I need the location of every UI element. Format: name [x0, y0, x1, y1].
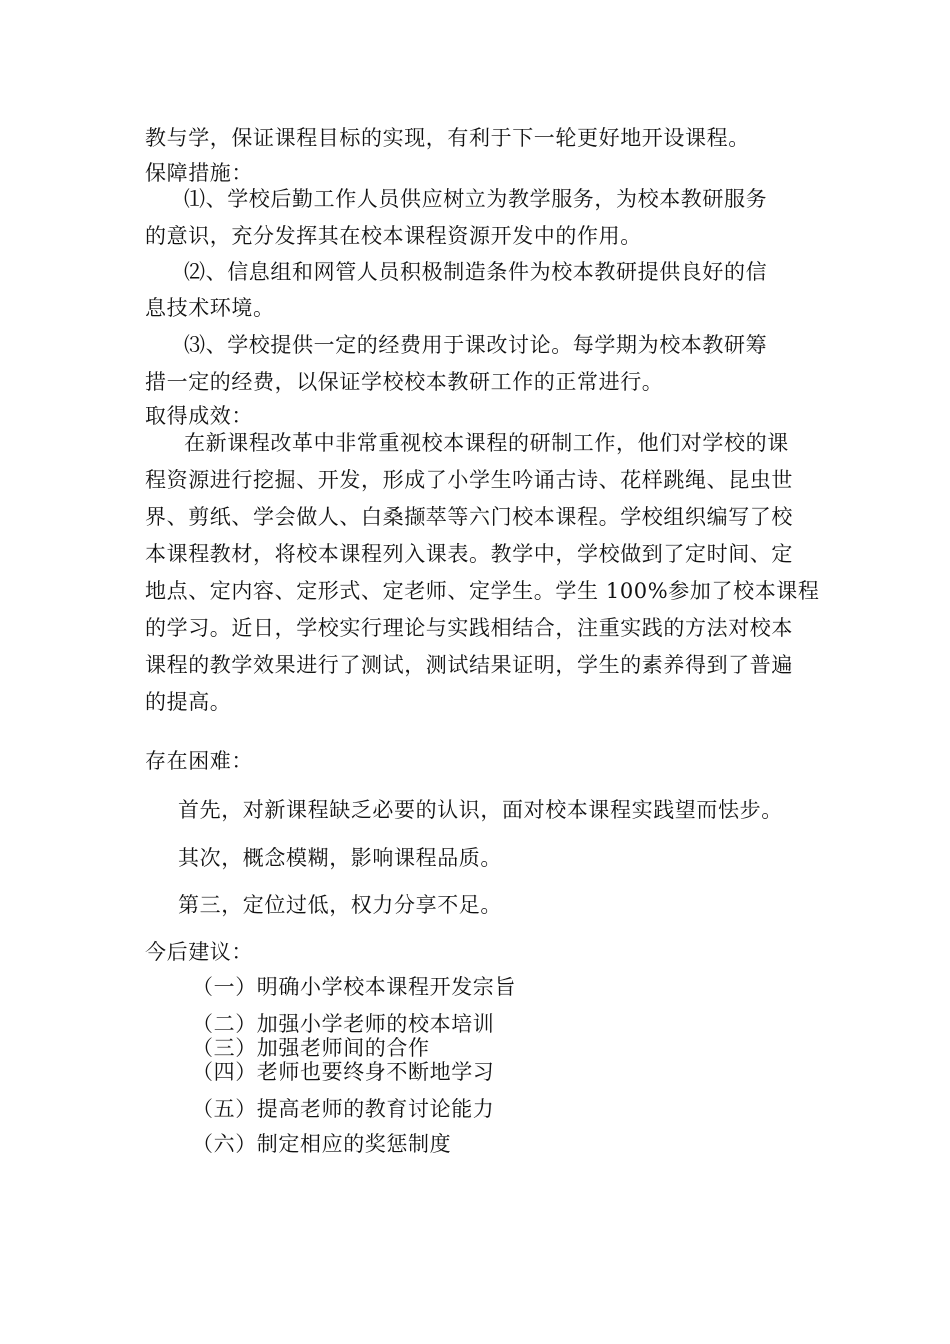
results-heading: 取得成效：: [145, 404, 253, 428]
difficulty-item-1: 首先，对新课程缺乏必要的认识，面对校本课程实践望而怯步。: [178, 798, 783, 822]
suggestion-item-4: （四）老师也要终身不断地学习: [192, 1060, 495, 1084]
results-paragraph-line-2: 程资源进行挖掘、开发，形成了小学生吟诵古诗、花样跳绳、昆虫世: [145, 468, 793, 492]
results-paragraph-line-5: 地点、定内容、定形式、定老师、定学生。学生 100%参加了校本课程: [145, 579, 820, 603]
safeguard-item-1-line-1: ⑴、学校后勤工作人员供应树立为教学服务，为校本教研服务: [184, 187, 768, 211]
suggestion-item-5: （五）提高老师的教育讨论能力: [192, 1097, 495, 1121]
results-paragraph-line-8: 的提高。: [145, 690, 232, 714]
suggestion-item-6: （六）制定相应的奖惩制度: [192, 1132, 452, 1156]
difficulties-heading: 存在困难：: [145, 749, 253, 773]
suggestions-heading: 今后建议：: [145, 940, 253, 964]
safeguard-item-1-line-2: 的意识，充分发挥其在校本课程资源开发中的作用。: [145, 224, 642, 248]
safeguard-item-3-line-2: 措一定的经费，以保证学校校本教研工作的正常进行。: [145, 370, 664, 394]
results-paragraph-line-3: 界、剪纸、学会做人、白桑撷萃等六门校本课程。学校组织编写了校: [145, 505, 793, 529]
safeguard-item-3-line-1: ⑶、学校提供一定的经费用于课改讨论。每学期为校本教研筹: [184, 333, 768, 357]
difficulty-item-2: 其次，概念模糊，影响课程品质。: [178, 846, 502, 870]
safeguard-item-2-line-1: ⑵、信息组和网管人员积极制造条件为校本教研提供良好的信: [184, 260, 768, 284]
results-paragraph-line-4: 本课程教材，将校本课程列入课表。教学中，学校做到了定时间、定: [145, 542, 793, 566]
safeguards-heading: 保障措施：: [145, 161, 253, 185]
results-paragraph-line-6: 的学习。近日，学校实行理论与实践相结合，注重实践的方法对校本: [145, 616, 793, 640]
safeguard-item-2-line-2: 息技术环境。: [145, 296, 275, 320]
suggestion-item-2: （二）加强小学老师的校本培训: [192, 1012, 495, 1036]
results-paragraph-line-7: 课程的教学效果进行了测试，测试结果证明，学生的素养得到了普遍: [145, 653, 793, 677]
suggestion-item-1: （一）明确小学校本课程开发宗旨: [192, 975, 516, 999]
results-paragraph-line-1: 在新课程改革中非常重视校本课程的研制工作，他们对学校的课: [184, 431, 789, 455]
suggestion-item-3: （三）加强老师间的合作: [192, 1036, 430, 1060]
intro-continuation-text: 教与学，保证课程目标的实现，有利于下一轮更好地开设课程。: [145, 126, 750, 150]
difficulty-item-3: 第三，定位过低，权力分享不足。: [178, 893, 502, 917]
